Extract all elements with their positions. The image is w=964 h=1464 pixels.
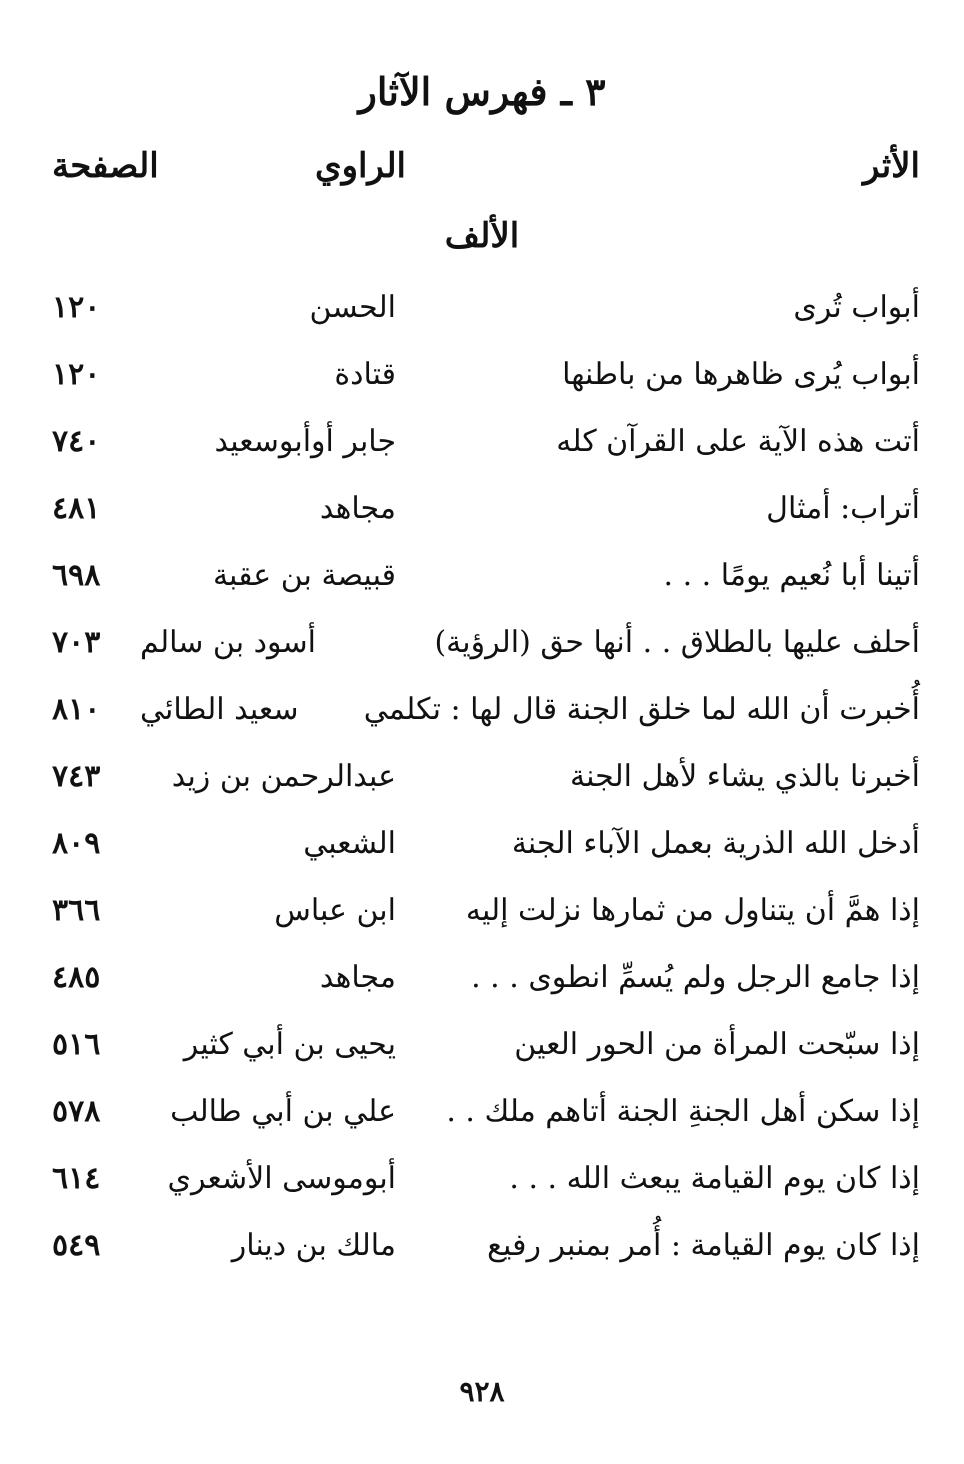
column-headers	[0, 138, 964, 194]
athar-text: إذا جامع الرجل ولم يُسمِّ انطوى . . .	[471, 960, 920, 995]
page-number: ٥٤٩	[52, 1228, 101, 1263]
index-row	[0, 1147, 964, 1214]
athar-text: أدخل الله الذرية بعمل الآباء الجنة	[511, 826, 920, 861]
rawi-name: الشعبي	[303, 826, 396, 861]
page-number: ٤٨١	[52, 491, 101, 526]
athar-text: أحلف عليها بالطلاق . . أنها حق (الرؤية)	[434, 625, 920, 660]
index-row	[0, 1080, 964, 1147]
rawi-name: مالك بن دينار	[231, 1228, 396, 1263]
index-row	[0, 343, 964, 410]
header-page: الصفحة	[52, 146, 159, 186]
rawi-name: قبيصة بن عقبة	[212, 558, 396, 593]
athar-text: إذا سكن أهل الجنةِ الجنة أتاهم ملك . .	[446, 1094, 920, 1129]
rawi-name: عبدالرحمن بن زيد	[171, 759, 396, 794]
index-row	[0, 678, 964, 745]
athar-text: إذا كان يوم القيامة : أُمر بمنبر رفيع	[487, 1228, 920, 1263]
index-row	[0, 611, 964, 678]
index-row	[0, 745, 964, 812]
page-footer-number: ٩٢٨	[459, 1375, 505, 1408]
page-number: ١٢٠	[52, 357, 101, 392]
athar-text: أبواب يُرى ظاهرها من باطنها	[562, 357, 920, 392]
athar-text: إذا سبّحت المرأة من الحور العين	[514, 1027, 920, 1062]
page-number: ٦٩٨	[52, 558, 101, 593]
rawi-name: علي بن أبي طالب	[170, 1094, 396, 1129]
page-number: ٣٦٦	[52, 893, 101, 928]
section-heading: الألف	[444, 216, 520, 256]
index-row	[0, 477, 964, 544]
page-number: ٧٠٣	[52, 625, 101, 660]
index-entries	[0, 276, 964, 1281]
page-title: ٣ ـ فهرس الآثار	[358, 69, 606, 114]
page-number: ١٢٠	[52, 290, 101, 325]
index-row	[0, 276, 964, 343]
athar-text: أتينا أبا نُعيم يومًا . . .	[663, 558, 920, 593]
athar-text: إذا كان يوم القيامة يبعث الله . . .	[509, 1161, 920, 1196]
index-row	[0, 544, 964, 611]
page-number: ٤٨٥	[52, 960, 101, 995]
index-row	[0, 410, 964, 477]
header-rawi: الراوي	[314, 146, 406, 186]
page-number: ٦١٤	[52, 1161, 101, 1196]
athar-text: إذا همَّ أن يتناول من ثمارها نزلت إليه	[465, 893, 920, 928]
rawi-name: جابر أوأبوسعيد	[214, 424, 396, 459]
page-number: ٨١٠	[52, 692, 101, 727]
athar-text: أبواب تُرى	[793, 290, 920, 325]
athar-text: أتت هذه الآية على القرآن كله	[556, 424, 920, 459]
athar-text: أتراب: أمثال	[766, 491, 920, 526]
index-row	[0, 1013, 964, 1080]
athar-text: أُخبرت أن الله لما خلق الجنة قال لها : تكلمي	[363, 692, 920, 727]
page-number: ٧٤٠	[52, 424, 101, 459]
rawi-name: الحسن	[309, 290, 396, 325]
index-row	[0, 946, 964, 1013]
page-number: ٥٧٨	[52, 1094, 101, 1129]
page-number: ٨٠٩	[52, 826, 101, 861]
rawi-name: مجاهد	[319, 960, 396, 995]
rawi-name: أبوموسى الأشعري	[167, 1161, 396, 1196]
index-row	[0, 879, 964, 946]
page-number: ٥١٦	[52, 1027, 101, 1062]
athar-text: أخبرنا بالذي يشاء لأهل الجنة	[570, 759, 920, 794]
rawi-name: يحيى بن أبي كثير	[183, 1027, 396, 1062]
index-row	[0, 1214, 964, 1281]
page-number: ٧٤٣	[52, 759, 101, 794]
rawi-name: ابن عباس	[274, 893, 396, 928]
rawi-name: أسود بن سالم	[140, 625, 316, 660]
rawi-name: مجاهد	[319, 491, 396, 526]
rawi-name: قتادة	[334, 357, 396, 392]
rawi-name: سعيد الطائي	[140, 692, 299, 727]
index-row	[0, 812, 964, 879]
header-athar: الأثر	[862, 146, 920, 186]
